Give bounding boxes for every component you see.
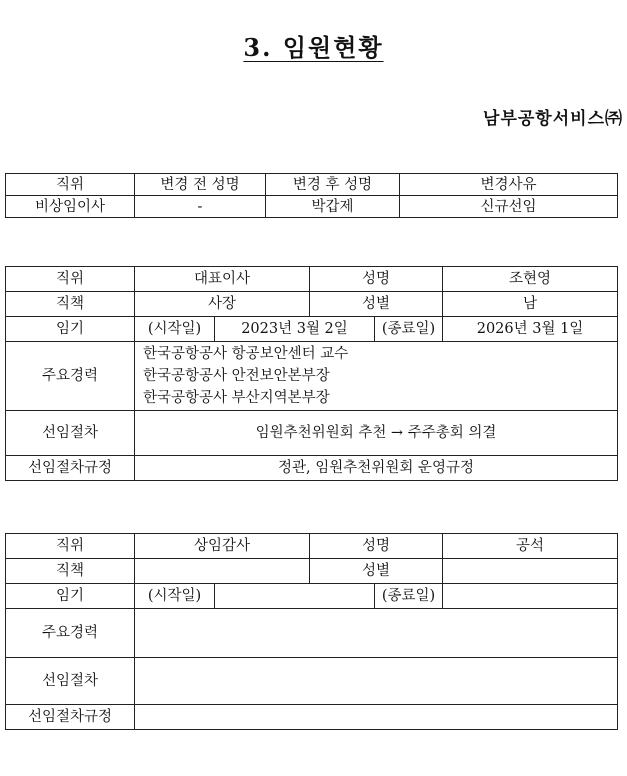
- procedure-value: [135, 658, 618, 705]
- ceo-info-table: [5, 266, 618, 481]
- procedure-label: 선임절차: [6, 411, 135, 456]
- gender-label: 성별: [310, 559, 443, 584]
- start-label: (시작일): [135, 317, 215, 342]
- term-label: 임기: [6, 584, 135, 609]
- table-row: [6, 342, 618, 411]
- auditor-info-table: [5, 533, 618, 730]
- duty-label: 직책: [6, 559, 135, 584]
- table-row: [6, 559, 618, 584]
- career-label: 주요경력: [6, 609, 135, 658]
- header-name-before: 변경 전 성명: [135, 174, 266, 196]
- executive-change-table: [5, 173, 618, 218]
- cell-reason: 신규선임: [400, 196, 618, 218]
- career-item: 한국공항공사 항공보안센터 교수: [143, 346, 349, 362]
- position-value: 대표이사: [135, 267, 310, 292]
- table-row: [6, 609, 618, 658]
- duty-label: 직책: [6, 292, 135, 317]
- table-row: [6, 317, 618, 342]
- duty-value: [135, 559, 310, 584]
- table-row: [6, 267, 618, 292]
- table-row: [6, 658, 618, 705]
- end-label: (종료일): [375, 584, 443, 609]
- procedure-label: 선임절차: [6, 658, 135, 705]
- start-label: (시작일): [135, 584, 215, 609]
- table-header-row: [6, 174, 618, 196]
- cell-name-before: -: [135, 196, 266, 218]
- position-label: 직위: [6, 534, 135, 559]
- career-label: 주요경력: [6, 342, 135, 411]
- rule-label: 선임절차규정: [6, 456, 135, 481]
- table-row: [6, 196, 618, 218]
- table-row: [6, 292, 618, 317]
- duty-value: 사장: [135, 292, 310, 317]
- header-name-after: 변경 후 성명: [266, 174, 400, 196]
- rule-label: 선임절차규정: [6, 705, 135, 730]
- gender-value: 남: [443, 292, 618, 317]
- end-value: [443, 584, 618, 609]
- career-item: 한국공항공사 부산지역본부장: [143, 390, 330, 406]
- procedure-value: 임원추천위원회 추천 → 주주총회 의결: [135, 411, 618, 456]
- name-label: 성명: [310, 267, 443, 292]
- cell-position: 비상임이사: [6, 196, 135, 218]
- rule-value: [135, 705, 618, 730]
- start-value: 2023년 3월 2일: [215, 317, 375, 342]
- position-label: 직위: [6, 267, 135, 292]
- table-row: [6, 705, 618, 730]
- table-row: [6, 584, 618, 609]
- start-value: [215, 584, 375, 609]
- header-reason: 변경사유: [400, 174, 618, 196]
- header-position: 직위: [6, 174, 135, 196]
- career-item: 한국공항공사 안전보안본부장: [143, 368, 330, 384]
- company-name: 남부공항서비스㈜: [483, 109, 623, 129]
- end-value: 2026년 3월 1일: [443, 317, 618, 342]
- table-row: [6, 456, 618, 481]
- table-row: [6, 411, 618, 456]
- name-value: 조현영: [443, 267, 618, 292]
- name-label: 성명: [310, 534, 443, 559]
- cell-name-after: 박갑제: [266, 196, 400, 218]
- rule-value: 정관, 임원추천위원회 운영규정: [135, 456, 618, 481]
- page-title: 3. 임원현황: [243, 33, 384, 62]
- career-list: [135, 342, 618, 411]
- gender-label: 성별: [310, 292, 443, 317]
- term-label: 임기: [6, 317, 135, 342]
- career-value: [135, 609, 618, 658]
- table-row: [6, 534, 618, 559]
- position-value: 상임감사: [135, 534, 310, 559]
- name-value: 공석: [443, 534, 618, 559]
- end-label: (종료일): [375, 317, 443, 342]
- gender-value: [443, 559, 618, 584]
